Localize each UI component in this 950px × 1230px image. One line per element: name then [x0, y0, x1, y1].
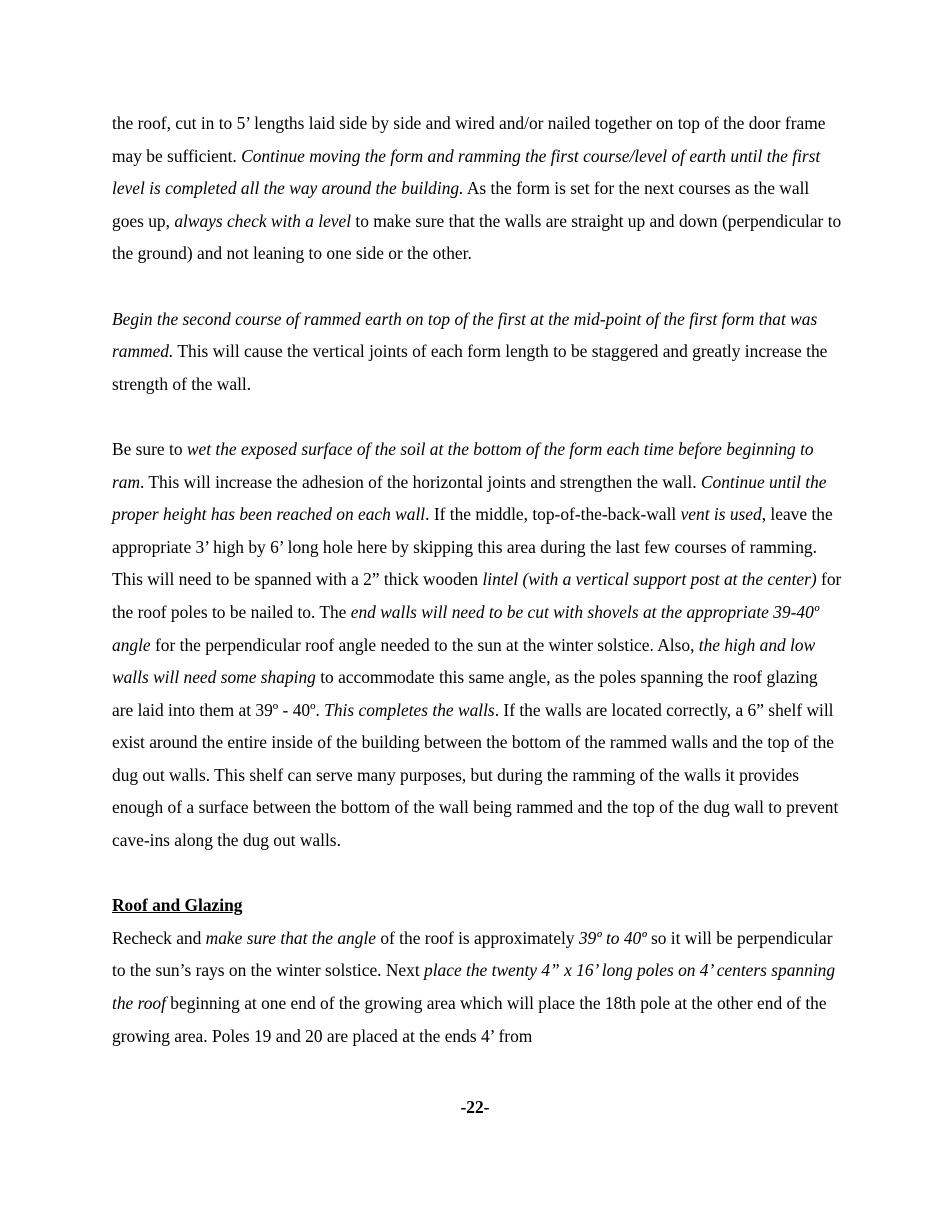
italic-run: make sure that the angle [205, 927, 376, 948]
text-run: to accommodate this same angle, as the poles spanning the roof glazing are laid into them at 39º - 40º. [112, 667, 818, 720]
italic-run: place the twenty 4” x 16’ long poles on 4’ centers spanning the roof [112, 960, 836, 1014]
italic-run: Continue until the proper height has been reached on each wall [112, 471, 827, 525]
text-run: to make sure that the walls are straight up and down (perpendicular to the ground) and not leaning to one side or the other. [112, 210, 842, 264]
italic-run: lintel (with a vertical support post at the center) [482, 569, 817, 590]
text-run: for the roof poles to be nailed to. The [112, 569, 842, 622]
section-heading: Roof and Glazing [112, 895, 243, 916]
italic-run: Continue moving the form and ramming the first course/level of earth until the first level is completed all the way around the building. [112, 145, 821, 199]
text-run: , leave the appropriate 3’ high by 6’ long hole here by skipping this area during the last few courses of ramming. This will need to be spanned with a 2” thick wooden [112, 504, 833, 590]
italic-run: 39º to 40º [578, 927, 647, 948]
paragraph-wet-surface [112, 433, 842, 857]
text-run: . This will increase the adhesion of the horizontal joints and strengthen the wall. [140, 471, 701, 492]
italic-run: This completes the walls [324, 699, 495, 720]
text-run: of the roof is approximately [376, 927, 579, 948]
page-number: -22- [460, 1097, 490, 1117]
italic-run: end walls will need to be cut with shovels at the appropriate 39-40º angle [112, 601, 820, 655]
paragraph-form-ramming [112, 107, 842, 270]
italic-run: the high and low walls will need some shaping [112, 634, 816, 688]
italic-run: Begin the second course of rammed earth on top of the first at the mid-point of the first form that was rammed. [112, 308, 818, 362]
document-body [112, 107, 842, 1052]
italic-run: wet the exposed surface of the soil at the bottom of the form each time before beginning to ram [112, 438, 814, 492]
text-run: beginning at one end of the growing area which will place the 18th pole at the other end of the growing area. Poles 19 and 20 are placed at the ends 4’ from [112, 993, 827, 1046]
text-run: . If the walls are located correctly, a 6” shelf will exist around the entire inside of the building between the bottom of the rammed walls and the top of the dug out walls. This shelf can serve many purposes, but during the ramming of the walls it provides enough of a surface between the bottom of the wall being rammed and the top of the dug wall to prevent cave-ins along the dug out walls. [112, 699, 839, 851]
text-run: for the perpendicular roof angle needed to the sun at the winter solstice. Also, [150, 634, 699, 655]
paragraph-roof-glazing [112, 922, 842, 1052]
text-run: . If the middle, top-of-the-back-wall [425, 504, 681, 525]
text-run: Recheck and [112, 927, 206, 948]
text-run: Be sure to [112, 438, 187, 459]
italic-run: always check with a level [174, 210, 352, 231]
paragraph-second-course [112, 303, 842, 401]
text-run: This will cause the vertical joints of each form length to be staggered and greatly increase the strength of the wall. [112, 341, 828, 394]
text-run: As the form is set for the next courses as the wall goes up, [112, 178, 810, 231]
text-run: so it will be perpendicular to the sun’s rays on the winter solstice. Next [112, 927, 833, 981]
italic-run: vent is used [680, 504, 762, 525]
text-run: the roof, cut in to 5’ lengths laid side by side and wired and/or nailed together on top of the door frame may be sufficient. [112, 113, 826, 166]
